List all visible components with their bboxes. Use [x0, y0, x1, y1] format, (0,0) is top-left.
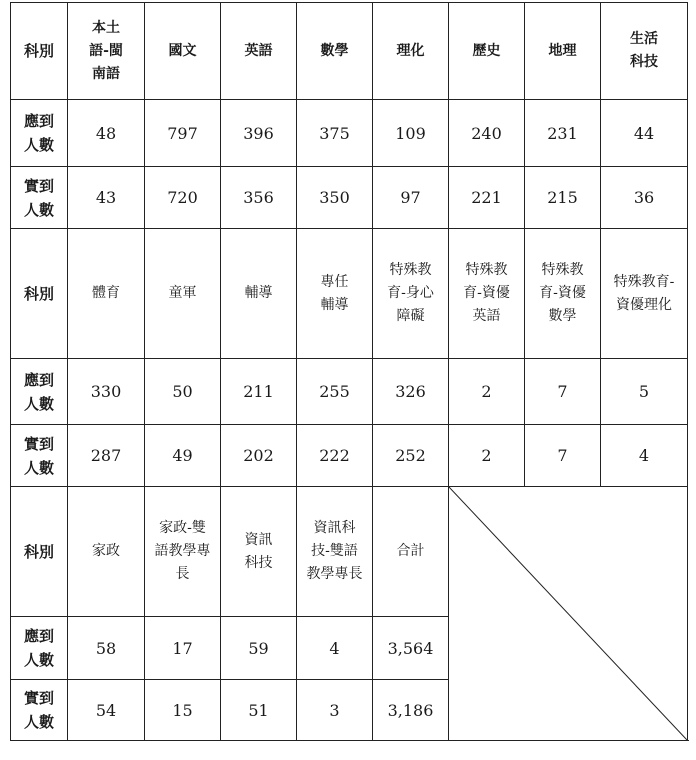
header-cell: 家政-雙語教學專長 [154, 520, 211, 582]
header-cell: 輔導 [244, 285, 273, 301]
value-cell: 330 [68, 359, 145, 425]
header-cell: 英語 [244, 42, 273, 59]
value-cell: 58 [68, 617, 145, 680]
block3-header-row [11, 487, 688, 617]
block1-expected-row [11, 100, 688, 167]
value-cell: 3 [297, 680, 373, 741]
value-cell: 51 [221, 680, 297, 741]
value-cell: 109 [373, 100, 449, 167]
header-cell: 本土語-閩南語 [89, 19, 123, 82]
header-cell: 專任輔導 [320, 273, 349, 313]
value-cell: 720 [145, 167, 221, 229]
header-cell: 特殊教育-資優理化 [613, 273, 675, 313]
row-label-subject: 科別 [11, 487, 68, 617]
header-cell: 地理 [548, 42, 577, 59]
attendance-document [10, 2, 687, 757]
diagonal-line [449, 487, 687, 740]
value-cell: 2 [449, 359, 525, 425]
attendance-table [10, 2, 688, 741]
header-cell: 特殊教育-身心障礙 [387, 262, 434, 324]
block1-actual-row [11, 167, 688, 229]
row-label-actual: 實到人數 [23, 176, 54, 219]
value-cell: 221 [449, 167, 525, 229]
header-cell: 家政 [92, 543, 120, 559]
value-cell: 375 [297, 100, 373, 167]
value-cell: 43 [68, 167, 145, 229]
value-cell: 252 [373, 425, 449, 487]
header-cell: 特殊教育-資優數學 [539, 262, 586, 324]
row-label-actual: 實到人數 [23, 434, 54, 477]
value-cell: 7 [525, 425, 601, 487]
value-cell: 49 [145, 425, 221, 487]
header-cell: 國文 [168, 42, 197, 59]
value-cell: 17 [145, 617, 221, 680]
value-cell: 7 [525, 359, 601, 425]
value-cell: 3,564 [373, 617, 449, 680]
value-cell: 44 [601, 100, 688, 167]
empty-diagonal-cell [449, 487, 688, 741]
header-cell: 資訊科技 [244, 531, 273, 571]
value-cell: 2 [449, 425, 525, 487]
header-cell: 特殊教育-資優英語 [463, 262, 510, 324]
row-label-actual: 實到人數 [23, 689, 54, 731]
row-label-subject: 科別 [11, 229, 68, 359]
value-cell: 287 [68, 425, 145, 487]
block1-header-row [11, 3, 688, 100]
value-cell: 15 [145, 680, 221, 741]
value-cell: 4 [297, 617, 373, 680]
header-cell: 理化 [396, 42, 425, 59]
value-cell: 211 [221, 359, 297, 425]
header-cell: 生活科技 [630, 31, 658, 70]
value-cell: 59 [221, 617, 297, 680]
block2-actual-row [11, 425, 688, 487]
value-cell: 231 [525, 100, 601, 167]
value-cell: 797 [145, 100, 221, 167]
header-cell: 體育 [92, 285, 120, 301]
block2-header-row [11, 229, 688, 359]
value-cell: 36 [601, 167, 688, 229]
value-cell: 97 [373, 167, 449, 229]
value-cell: 255 [297, 359, 373, 425]
value-cell: 356 [221, 167, 297, 229]
value-cell: 202 [221, 425, 297, 487]
header-cell: 合計 [396, 543, 425, 559]
value-cell: 396 [221, 100, 297, 167]
header-cell: 童軍 [168, 285, 197, 301]
value-cell: 215 [525, 167, 601, 229]
row-label-subject: 科別 [11, 3, 68, 100]
value-cell: 4 [601, 425, 688, 487]
row-label-expected: 應到人數 [23, 627, 54, 669]
value-cell: 50 [145, 359, 221, 425]
value-cell: 222 [297, 425, 373, 487]
header-cell: 資訊科技-雙語教學專長 [306, 520, 363, 582]
value-cell: 240 [449, 100, 525, 167]
value-cell: 48 [68, 100, 145, 167]
value-cell: 350 [297, 167, 373, 229]
block2-expected-row [11, 359, 688, 425]
header-cell: 數學 [320, 42, 349, 59]
row-label-expected: 應到人數 [23, 370, 54, 413]
value-cell: 3,186 [373, 680, 449, 741]
value-cell: 326 [373, 359, 449, 425]
row-label-expected: 應到人數 [23, 112, 54, 154]
value-cell: 54 [68, 680, 145, 741]
header-cell: 歷史 [472, 42, 501, 59]
value-cell: 5 [601, 359, 688, 425]
